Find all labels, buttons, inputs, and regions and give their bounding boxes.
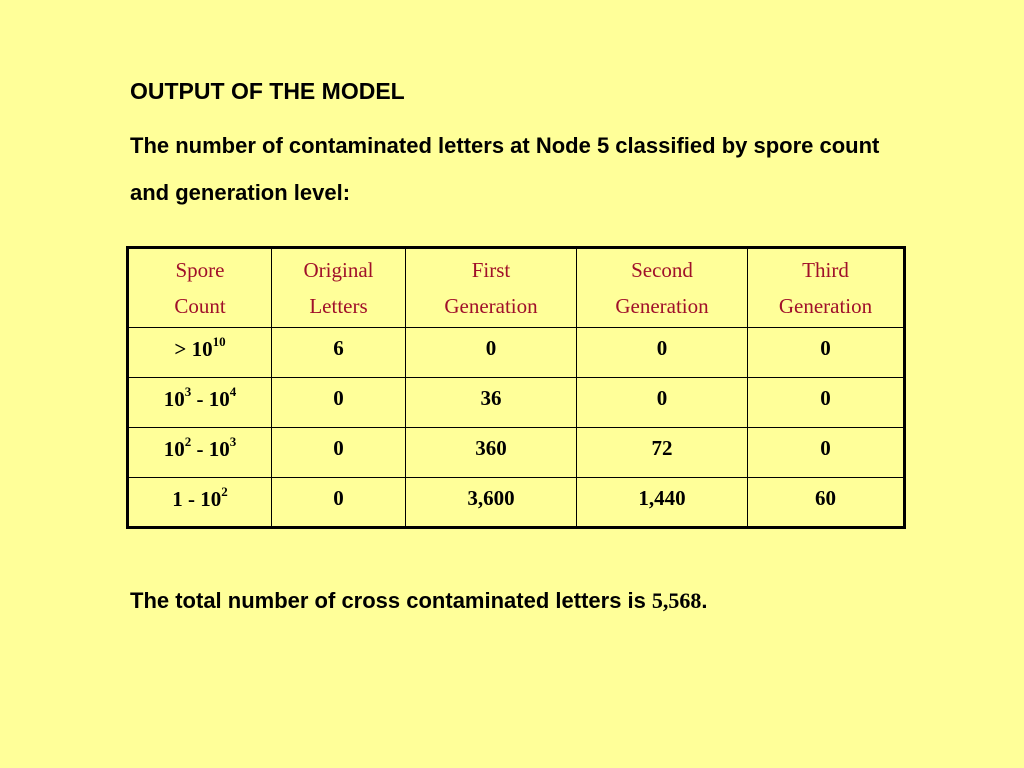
slide-subtitle: The number of contaminated letters at Node 5 classified by spore count and generation level: [130,133,880,205]
second-generation-cell: 0 [577,378,748,428]
first-generation-cell: 0 [406,328,577,378]
header-first-generation: First Generation [406,248,577,328]
first-generation-cell: 3,600 [406,478,577,528]
spore-count-cell: $1 - 10^2$ [128,478,272,528]
second-generation-cell: 1,440 [577,478,748,528]
second-generation-cell: 72 [577,428,748,478]
first-generation-cell: 360 [406,428,577,478]
total-value: 5,568 [651,588,702,613]
third-generation-cell: 0 [748,428,905,478]
slide-heading: OUTPUT OF THE MODEL [130,78,405,104]
spore-count-cell: > $10^{10}$ [128,328,272,378]
table-header-row [128,248,905,328]
header-third-generation: Third Generation [748,248,905,328]
first-generation-cell: 36 [406,378,577,428]
third-generation-cell: 0 [748,328,905,378]
third-generation-cell: 60 [748,478,905,528]
second-generation-cell: 0 [577,328,748,378]
third-generation-cell: 0 [748,378,905,428]
header-spore-count: Spore Count [128,248,272,328]
table-row [128,478,905,528]
total-statement [130,588,708,614]
total-period: . [701,588,708,613]
table-row [128,328,905,378]
original-letters-cell: 0 [272,428,406,478]
header-original-letters: Original Letters [272,248,406,328]
spore-count-cell: $10^2 - 10^3$ [128,428,272,478]
spore-count-cell: $10^3 - 10^4$ [128,378,272,428]
total-text: The total number of cross contaminated letters is [130,588,646,613]
original-letters-cell: 0 [272,378,406,428]
original-letters-cell: 6 [272,328,406,378]
table-row [128,428,905,478]
results-table [126,246,906,529]
original-letters-cell: 0 [272,478,406,528]
table-row [128,378,905,428]
header-second-generation: Second Generation [577,248,748,328]
